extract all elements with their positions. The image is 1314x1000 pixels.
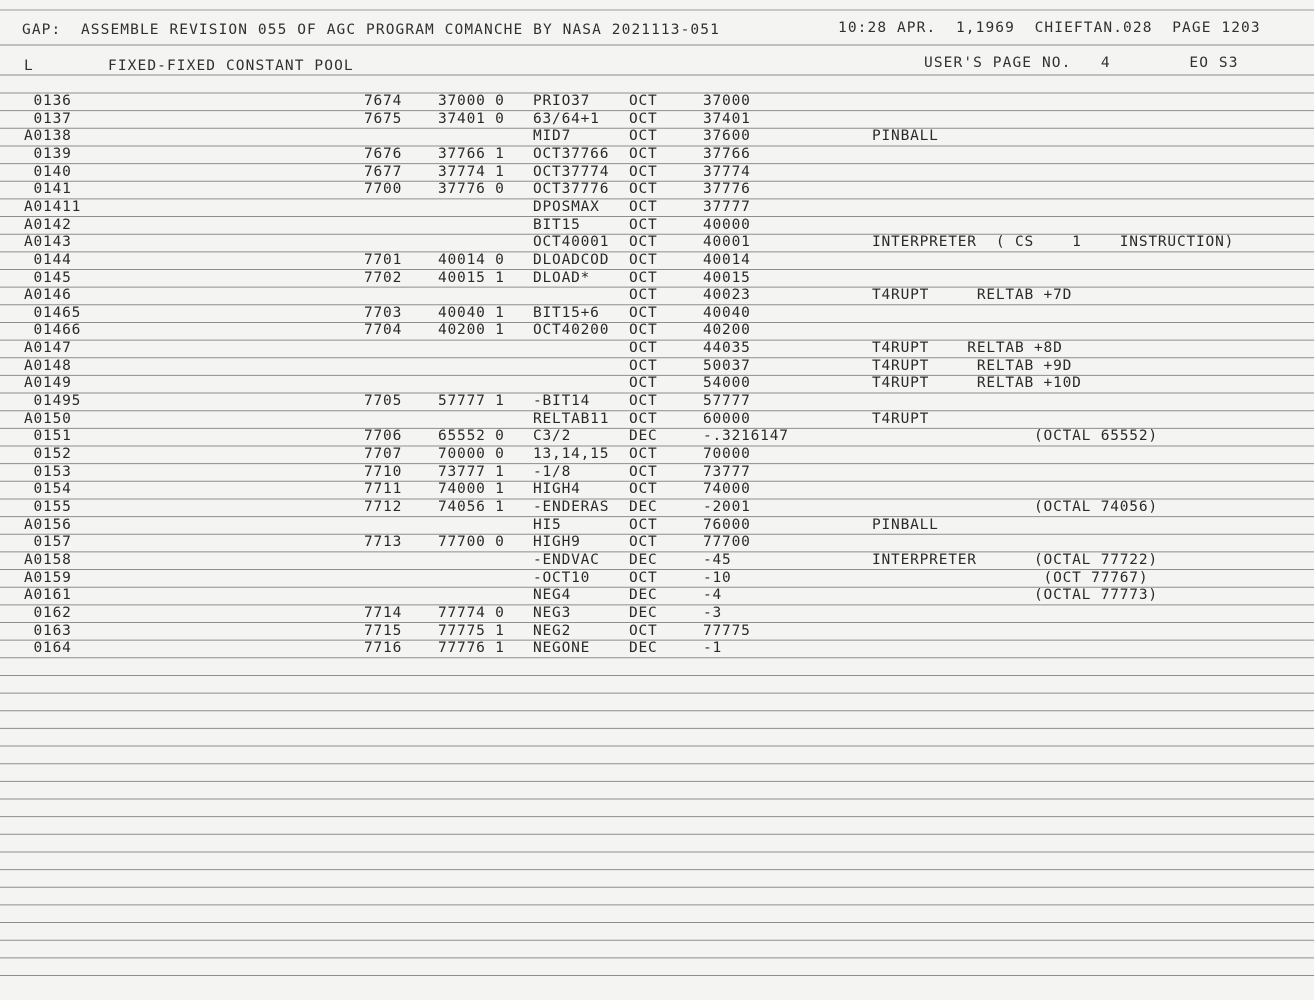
operand: 44035 — [703, 340, 751, 357]
address: 7710 — [364, 463, 403, 480]
comment: (OCTAL 74056) — [872, 498, 1158, 515]
address: 7700 — [364, 181, 403, 198]
octal-word: 77700 0 — [438, 534, 505, 551]
line-number: A01411 — [24, 198, 82, 215]
opcode: OCT — [629, 393, 658, 410]
octal-word: 57777 1 — [438, 393, 505, 410]
opcode: DEC — [629, 428, 658, 445]
address: 7712 — [364, 498, 403, 515]
listing-row — [0, 623, 1314, 641]
operand: 40014 — [703, 251, 751, 268]
address: 7704 — [364, 322, 403, 339]
comment: T4RUPT RELTAB +10D — [872, 375, 1082, 392]
listing-row — [0, 234, 1314, 252]
opcode: OCT — [629, 269, 658, 286]
operand: -.3216147 — [703, 428, 789, 445]
operand: -1 — [703, 640, 723, 657]
symbol-label: OCT40001 — [533, 234, 610, 251]
symbol-label: NEGONE — [533, 640, 591, 657]
opcode: OCT — [629, 463, 658, 480]
operand: -4 — [703, 587, 723, 604]
listing-row — [0, 270, 1314, 288]
operand: 77700 — [703, 534, 751, 551]
operand: 37766 — [703, 145, 751, 162]
opcode: OCT — [629, 534, 658, 551]
user-page-info: USER'S PAGE NO. 4 EO S3 — [924, 55, 1239, 71]
opcode: OCT — [629, 622, 658, 639]
section-code: L — [24, 58, 34, 74]
operand: 37000 — [703, 93, 751, 109]
octal-word: 77776 1 — [438, 640, 505, 657]
opcode: OCT — [629, 251, 658, 268]
listing-row — [0, 570, 1314, 588]
comment: (OCTAL 77773) — [872, 587, 1158, 604]
comment: PINBALL — [872, 516, 939, 533]
listing-row — [0, 534, 1314, 552]
listing-row — [0, 111, 1314, 129]
line-number: A0156 — [24, 516, 72, 533]
listing-row — [0, 552, 1314, 570]
operand: 57777 — [703, 393, 751, 410]
listing-row — [0, 393, 1314, 411]
octal-word: 40014 0 — [438, 251, 505, 268]
address: 7711 — [364, 481, 403, 498]
listing-row — [0, 411, 1314, 429]
operand: 40200 — [703, 322, 751, 339]
line-number: 01495 — [24, 393, 82, 410]
opcode: DEC — [629, 498, 658, 515]
symbol-label: HI5 — [533, 516, 562, 533]
operand: 70000 — [703, 446, 751, 462]
opcode: OCT — [629, 216, 658, 233]
line-number: 0141 — [24, 181, 72, 198]
line-number: 0136 — [24, 93, 72, 109]
line-number: 0140 — [24, 163, 72, 180]
octal-word: 37766 1 — [438, 145, 505, 162]
header-right: 10:28 APR. 1,1969 CHIEFTAN.028 PAGE 1203 — [838, 20, 1261, 36]
line-number: 0145 — [24, 269, 72, 286]
operand: 74000 — [703, 481, 751, 498]
comment: T4RUPT RELTAB +8D — [872, 340, 1063, 357]
listing-row — [0, 640, 1314, 658]
octal-word: 37000 0 — [438, 93, 505, 109]
line-number: 0157 — [24, 534, 72, 551]
address: 7674 — [364, 93, 403, 109]
octal-word: 37776 0 — [438, 181, 505, 198]
listing-row — [0, 322, 1314, 340]
symbol-label: MID7 — [533, 128, 572, 145]
symbol-label: -ENDVAC — [533, 551, 600, 568]
line-number: 0163 — [24, 622, 72, 639]
listing-row — [0, 587, 1314, 605]
operand: 40023 — [703, 287, 751, 304]
listing-row — [0, 517, 1314, 535]
opcode: OCT — [629, 569, 658, 586]
octal-word: 37774 1 — [438, 163, 505, 180]
opcode: OCT — [629, 163, 658, 180]
address: 7715 — [364, 622, 403, 639]
listing-row — [0, 605, 1314, 623]
symbol-label: 13,14,15 — [533, 446, 610, 462]
octal-word: 40200 1 — [438, 322, 505, 339]
opcode: OCT — [629, 198, 658, 215]
opcode: OCT — [629, 340, 658, 357]
listing-row — [0, 428, 1314, 446]
operand: -2001 — [703, 498, 751, 515]
listing-row — [0, 93, 1314, 111]
line-number: 0144 — [24, 251, 72, 268]
line-number: 0153 — [24, 463, 72, 480]
listing-row — [0, 252, 1314, 270]
opcode: OCT — [629, 516, 658, 533]
listing-row — [0, 181, 1314, 199]
operand: 40015 — [703, 269, 751, 286]
listing-row — [0, 164, 1314, 182]
listing-row — [0, 287, 1314, 305]
symbol-label: NEG4 — [533, 587, 572, 604]
symbol-label: PRIO37 — [533, 93, 591, 109]
symbol-label: OCT37766 — [533, 145, 610, 162]
symbol-label: DLOADCOD — [533, 251, 610, 268]
operand: 40001 — [703, 234, 751, 251]
opcode: OCT — [629, 304, 658, 321]
line-number: 01466 — [24, 322, 82, 339]
opcode: OCT — [629, 410, 658, 427]
listing-row — [0, 464, 1314, 482]
line-number: A0142 — [24, 216, 72, 233]
header-left: GAP: ASSEMBLE REVISION 055 OF AGC PROGRAM COMANCHE BY NASA 2021113-051 — [22, 22, 720, 38]
opcode: DEC — [629, 640, 658, 657]
symbol-label: NEG2 — [533, 622, 572, 639]
listing-row — [0, 199, 1314, 217]
opcode: OCT — [629, 128, 658, 145]
symbol-label: BIT15 — [533, 216, 581, 233]
address: 7716 — [364, 640, 403, 657]
section-title: FIXED-FIXED CONSTANT POOL — [108, 58, 354, 74]
opcode: DEC — [629, 587, 658, 604]
octal-word: 70000 0 — [438, 446, 505, 462]
line-number: A0158 — [24, 551, 72, 568]
address: 7703 — [364, 304, 403, 321]
comment: (OCT 77767) — [872, 569, 1149, 586]
comment: INTERPRETER ( CS 1 INSTRUCTION) — [872, 234, 1235, 251]
line-number: A0147 — [24, 340, 72, 357]
line-number: A0159 — [24, 569, 72, 586]
operand: 37401 — [703, 110, 751, 127]
line-number: 01465 — [24, 304, 82, 321]
operand: 37776 — [703, 181, 751, 198]
line-number: A0138 — [24, 128, 72, 145]
address: 7705 — [364, 393, 403, 410]
symbol-label: OCT40200 — [533, 322, 610, 339]
line-number: 0139 — [24, 145, 72, 162]
operand: 50037 — [703, 357, 751, 374]
comment: T4RUPT — [872, 410, 930, 427]
line-number: 0164 — [24, 640, 72, 657]
octal-word: 40040 1 — [438, 304, 505, 321]
octal-word: 37401 0 — [438, 110, 505, 127]
address: 7676 — [364, 145, 403, 162]
address: 7714 — [364, 604, 403, 621]
operand: 77775 — [703, 622, 751, 639]
line-number: A0150 — [24, 410, 72, 427]
symbol-label: NEG3 — [533, 604, 572, 621]
listing-row — [0, 499, 1314, 517]
comment: PINBALL — [872, 128, 939, 145]
operand: 40040 — [703, 304, 751, 321]
address: 7701 — [364, 251, 403, 268]
symbol-label: C3/2 — [533, 428, 572, 445]
listing-row — [0, 146, 1314, 164]
address: 7702 — [364, 269, 403, 286]
line-number: A0149 — [24, 375, 72, 392]
listing-row — [0, 358, 1314, 376]
listing-row — [0, 340, 1314, 358]
opcode: OCT — [629, 357, 658, 374]
line-number: 0151 — [24, 428, 72, 445]
opcode: OCT — [629, 287, 658, 304]
octal-word: 74056 1 — [438, 498, 505, 515]
symbol-label: RELTAB11 — [533, 410, 610, 427]
symbol-label: -ENDERAS — [533, 498, 610, 515]
octal-word: 74000 1 — [438, 481, 505, 498]
line-number: A0143 — [24, 234, 72, 251]
line-number: 0137 — [24, 110, 72, 127]
symbol-label: DLOAD* — [533, 269, 591, 286]
address: 7677 — [364, 163, 403, 180]
opcode: OCT — [629, 93, 658, 109]
operand: -45 — [703, 551, 732, 568]
symbol-label: DPOSMAX — [533, 198, 600, 215]
line-number: 0154 — [24, 481, 72, 498]
symbol-label: 63/64+1 — [533, 110, 600, 127]
operand: 37777 — [703, 198, 751, 215]
opcode: OCT — [629, 110, 658, 127]
listing-row — [0, 481, 1314, 499]
opcode: OCT — [629, 181, 658, 198]
line-number: 0162 — [24, 604, 72, 621]
operand: -10 — [703, 569, 732, 586]
operand: 76000 — [703, 516, 751, 533]
octal-word: 73777 1 — [438, 463, 505, 480]
opcode: DEC — [629, 604, 658, 621]
operand: -3 — [703, 604, 723, 621]
listing-row — [0, 305, 1314, 323]
comment: T4RUPT RELTAB +7D — [872, 287, 1073, 304]
octal-word: 77775 1 — [438, 622, 505, 639]
opcode: OCT — [629, 145, 658, 162]
comment: T4RUPT RELTAB +9D — [872, 357, 1073, 374]
operand: 60000 — [703, 410, 751, 427]
line-number: A0148 — [24, 357, 72, 374]
address: 7713 — [364, 534, 403, 551]
line-number: 0152 — [24, 446, 72, 462]
line-number: A0161 — [24, 587, 72, 604]
opcode: OCT — [629, 481, 658, 498]
comment: INTERPRETER (OCTAL 77722) — [872, 551, 1158, 568]
operand: 73777 — [703, 463, 751, 480]
line-number: A0146 — [24, 287, 72, 304]
address: 7675 — [364, 110, 403, 127]
symbol-label: -OCT10 — [533, 569, 591, 586]
symbol-label: -1/8 — [533, 463, 572, 480]
listing-row — [0, 446, 1314, 464]
operand: 40000 — [703, 216, 751, 233]
line-number: 0155 — [24, 498, 72, 515]
octal-word: 77774 0 — [438, 604, 505, 621]
symbol-label: BIT15+6 — [533, 304, 600, 321]
octal-word: 40015 1 — [438, 269, 505, 286]
operand: 37774 — [703, 163, 751, 180]
octal-word: 65552 0 — [438, 428, 505, 445]
address: 7706 — [364, 428, 403, 445]
opcode: OCT — [629, 322, 658, 339]
symbol-label: OCT37774 — [533, 163, 610, 180]
listing-row — [0, 375, 1314, 393]
opcode: DEC — [629, 551, 658, 568]
listing-row — [0, 128, 1314, 146]
operand: 54000 — [703, 375, 751, 392]
symbol-label: -BIT14 — [533, 393, 591, 410]
comment: (OCTAL 65552) — [872, 428, 1158, 445]
opcode: OCT — [629, 375, 658, 392]
address: 7707 — [364, 446, 403, 462]
listing-row — [0, 217, 1314, 235]
opcode: OCT — [629, 234, 658, 251]
symbol-label: HIGH9 — [533, 534, 581, 551]
symbol-label: OCT37776 — [533, 181, 610, 198]
operand: 37600 — [703, 128, 751, 145]
symbol-label: HIGH4 — [533, 481, 581, 498]
opcode: OCT — [629, 446, 658, 462]
